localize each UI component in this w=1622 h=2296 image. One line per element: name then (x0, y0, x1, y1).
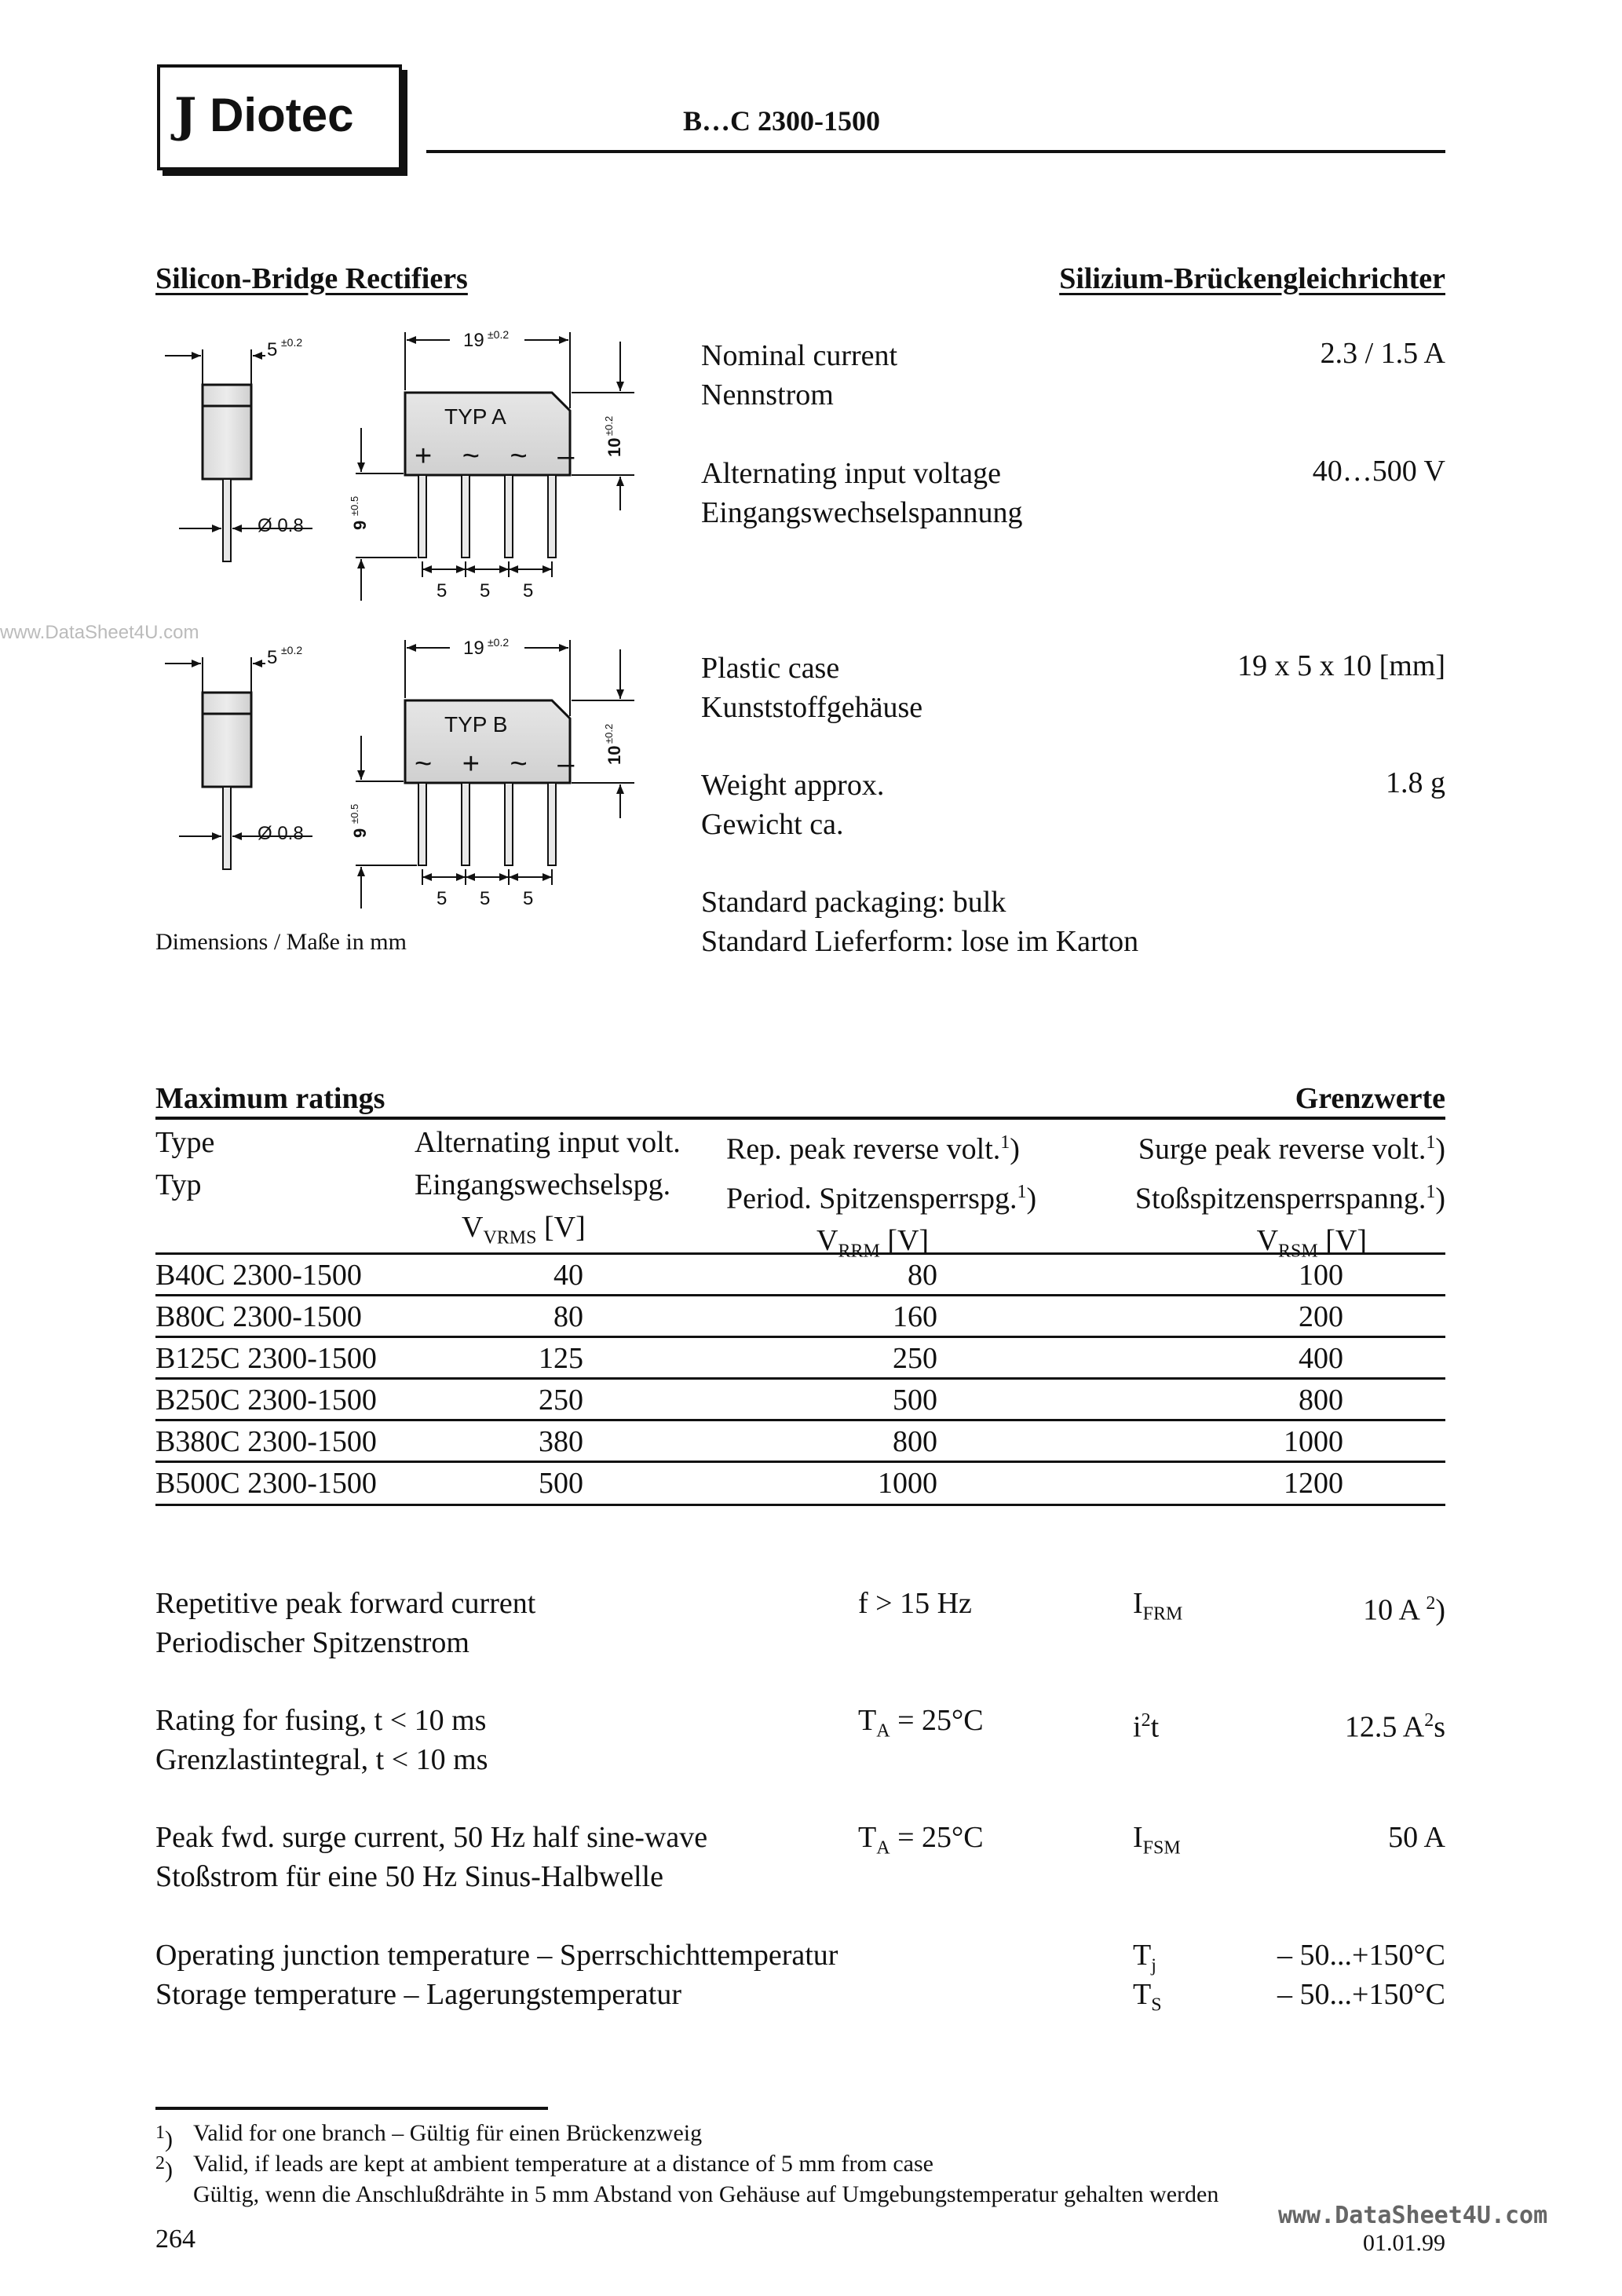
temp-junction-value: – 50...+150°C (1277, 1939, 1445, 1972)
spec-label-de: Eingangswechselspannung (701, 496, 1023, 529)
footnote-2-de: Gültig, wenn die Anschlußdrähte in 5 mm Abstand von Gehäuse auf Umgebungstemperatur gehalten werden (193, 2181, 1219, 2207)
cell-vrms: 500 (539, 1467, 583, 1500)
footnote-2-text (193, 2148, 1218, 2210)
col-type-en: Type (155, 1126, 215, 1159)
param-condition: f > 15 Hz (858, 1587, 972, 1620)
param-symbol: $I_{FRM}$ (1133, 1587, 1183, 1625)
col1-unit: $V_{VRMS}$ [V] (462, 1211, 586, 1249)
param-symbol: $i^2t$ (1133, 1710, 1160, 1744)
document-date: 01.01.99 (1363, 2230, 1445, 2256)
dim-lead-length-tol-a: ±0.5 (349, 495, 360, 516)
dim-height-a: 10 (605, 437, 624, 457)
cell-vrrm: 1000 (878, 1467, 937, 1500)
cell-vrrm: 160 (893, 1300, 937, 1333)
drawing-b (165, 636, 634, 909)
col-type-de: Typ (155, 1168, 202, 1201)
dim-lead-length-tol-b: ±0.5 (349, 803, 360, 824)
spec-label-en: Nominal current (701, 339, 898, 372)
col3-unit: $V_{RSM}$ [V] (1256, 1224, 1367, 1262)
param-label-en: Repetitive peak forward current (155, 1587, 536, 1620)
param-label-en: Rating for fusing, t < 10 ms (155, 1704, 487, 1737)
spec-value: 2.3 / 1.5 A (1320, 337, 1445, 370)
cell-vrrm: 500 (893, 1384, 937, 1417)
dim-width-tol-a: ±0.2 (281, 336, 303, 349)
param-symbol: $I_{FSM}$ (1133, 1821, 1181, 1859)
col1-en: Alternating input volt. (415, 1126, 681, 1159)
footnote-1-text: Valid for one branch – Gültig für einen Brückenzweig (193, 2120, 703, 2146)
param-label-de: Periodischer Spitzenstrom (155, 1626, 469, 1659)
param-value: 10 A $^2$) (1363, 1593, 1445, 1627)
cell-vrms: 40 (553, 1259, 583, 1292)
param-value: 50 A (1388, 1821, 1445, 1854)
table-row (155, 1461, 1445, 1506)
footnote-2-en: Valid, if leads are kept at ambient temperature at a distance of 5 mm from case (193, 2151, 933, 2177)
param-surge-current (155, 1818, 707, 1896)
temp-storage-symbol: $T_S$ (1133, 1978, 1162, 2016)
col3-de: Stoßspitzensperrspanng.$^1$) (1134, 1181, 1445, 1216)
type-b-pins: ~ + ~ – (415, 748, 586, 781)
param-condition: $T_A = 25^\circ C$ (858, 1821, 984, 1859)
dim-length-a: 19 (463, 330, 484, 351)
col3-en: Surge peak reverse volt.$^1$) (1138, 1132, 1445, 1166)
cell-vrsm: 1200 (1284, 1467, 1343, 1500)
dim-width-a: 5 (267, 339, 278, 360)
spec-label-de: Nennstrom (701, 378, 834, 411)
param-label-en: Peak fwd. surge current, 50 Hz half sine-wave (155, 1821, 708, 1854)
page-number: 264 (155, 2225, 195, 2254)
company-logo (174, 88, 353, 143)
col2-unit: $V_{RRM}$ [V] (816, 1224, 930, 1262)
table-row (155, 1336, 1445, 1379)
spec-label-de: Standard Lieferform: lose im Karton (701, 925, 1139, 958)
param-condition: $T_A = 25^\circ C$ (858, 1704, 984, 1742)
cell-vrms: 380 (539, 1425, 583, 1458)
heading-german: Silizium-Brückengleichrichter (1059, 262, 1445, 295)
spec-packaging (701, 883, 1138, 961)
dim-length-b: 19 (463, 638, 484, 659)
temp-storage-value: – 50...+150°C (1277, 1978, 1445, 2011)
cell-vrms: 250 (539, 1384, 583, 1417)
spec-value: 1.8 g (1386, 766, 1445, 799)
heading-english: Silicon-Bridge Rectifiers (155, 262, 468, 295)
type-a-label: TYP A (444, 404, 506, 429)
pitch-b-1: 5 (437, 888, 448, 909)
type-b-label: TYP B (444, 712, 508, 737)
cell-vrms: 125 (539, 1342, 583, 1375)
param-repetitive-peak-current (155, 1584, 535, 1662)
document-title: B…C 2300-1500 (683, 105, 880, 137)
dim-lead-length-a: 9 (350, 520, 370, 530)
spec-label-de: Kunststoffgehäuse (701, 691, 923, 724)
col-type-header (155, 1121, 214, 1206)
param-fusing-rating (155, 1701, 488, 1779)
watermark: www.DataSheet4U.com (1278, 2202, 1548, 2229)
ratings-title: Maximum ratings (155, 1082, 385, 1115)
dimension-drawings (155, 318, 658, 930)
dim-lead-length-b: 9 (350, 828, 370, 838)
watermark-left: www.DataSheet4U.com (0, 622, 199, 643)
dim-length-tol-b: ±0.2 (488, 636, 510, 649)
pitch-b-3: 5 (523, 888, 534, 909)
param-label-de: Stoßstrom für eine 50 Hz Sinus-Halbwelle (155, 1860, 663, 1893)
spec-label-en: Plastic case (701, 652, 840, 685)
dim-height-tol-a: ±0.2 (603, 415, 615, 436)
footnote-2: $^2$) (155, 2153, 173, 2183)
spec-value: 19 x 5 x 10 [mm] (1237, 649, 1445, 682)
col-surge-peak-header (1135, 1121, 1445, 1273)
pitch-a-3: 5 (523, 580, 534, 601)
logo-mark: J (174, 88, 197, 143)
table-row (155, 1252, 1445, 1296)
dim-width-tol-b: ±0.2 (281, 644, 303, 656)
title-rule (426, 150, 1445, 153)
cell-vrsm: 400 (1299, 1342, 1343, 1375)
cell-vrsm: 100 (1299, 1259, 1343, 1292)
dim-height-b: 10 (605, 745, 624, 765)
dim-lead-diameter-a: Ø 0.8 (258, 515, 304, 536)
cell-type: B500C 2300-1500 (155, 1467, 377, 1500)
col1-de: Eingangswechselspg. (415, 1168, 671, 1201)
col2-en: Rep. peak reverse volt.$^1$) (726, 1132, 1020, 1166)
cell-type: B380C 2300-1500 (155, 1425, 377, 1458)
col-input-voltage-header (415, 1121, 713, 1260)
spec-label-en: Standard packaging: bulk (701, 886, 1006, 919)
pitch-a-1: 5 (437, 580, 448, 601)
temp-storage-label: Storage temperature – Lagerungstemperatur (155, 1978, 681, 2011)
spec-plastic-case (701, 649, 922, 727)
ratings-header-rule (155, 1117, 1445, 1120)
cell-vrrm: 250 (893, 1342, 937, 1375)
spec-label-en: Weight approx. (701, 769, 885, 802)
col2-de: Period. Spitzensperrspg.$^1$) (726, 1181, 1037, 1216)
ratings-title-de: Grenzwerte (1295, 1082, 1445, 1115)
cell-vrsm: 1000 (1284, 1425, 1343, 1458)
spec-nominal-current (701, 336, 897, 415)
table-row (155, 1419, 1445, 1462)
dim-lead-diameter-b: Ø 0.8 (258, 823, 304, 844)
cell-type: B250C 2300-1500 (155, 1384, 377, 1417)
logo-name: Diotec (210, 89, 354, 141)
cell-vrms: 80 (553, 1300, 583, 1333)
table-row (155, 1377, 1445, 1420)
spec-label-en: Alternating input voltage (701, 457, 1002, 490)
cell-vrrm: 800 (893, 1425, 937, 1458)
cell-vrrm: 80 (908, 1259, 937, 1292)
spec-input-voltage (701, 454, 1022, 532)
param-value: 12.5 $A^2s$ (1344, 1710, 1445, 1744)
type-a-pins: + ~ ~ – (415, 440, 586, 473)
dimensions-caption: Dimensions / Maße in mm (155, 929, 407, 955)
temp-junction-symbol: $T_j$ (1133, 1939, 1156, 1976)
cell-type: B40C 2300-1500 (155, 1259, 362, 1292)
pitch-b-2: 5 (480, 888, 491, 909)
dim-width-b: 5 (267, 647, 278, 668)
spec-label-de: Gewicht ca. (701, 808, 844, 841)
spec-weight (701, 766, 884, 844)
col-rep-peak-header (726, 1121, 1056, 1273)
dim-length-tol-a: ±0.2 (488, 328, 510, 341)
cell-vrsm: 200 (1299, 1300, 1343, 1333)
footnote-rule (155, 2107, 548, 2110)
table-row (155, 1294, 1445, 1337)
pitch-a-2: 5 (480, 580, 491, 601)
footnote-1: $^1$) (155, 2122, 173, 2152)
cell-type: B80C 2300-1500 (155, 1300, 362, 1333)
spec-value: 40…500 V (1312, 455, 1445, 488)
cell-type: B125C 2300-1500 (155, 1342, 377, 1375)
dim-height-tol-b: ±0.2 (603, 723, 615, 744)
temp-junction-label: Operating junction temperature – Sperrschichttemperatur (155, 1939, 838, 1972)
param-label-de: Grenzlastintegral, t < 10 ms (155, 1743, 488, 1776)
cell-vrsm: 800 (1299, 1384, 1343, 1417)
